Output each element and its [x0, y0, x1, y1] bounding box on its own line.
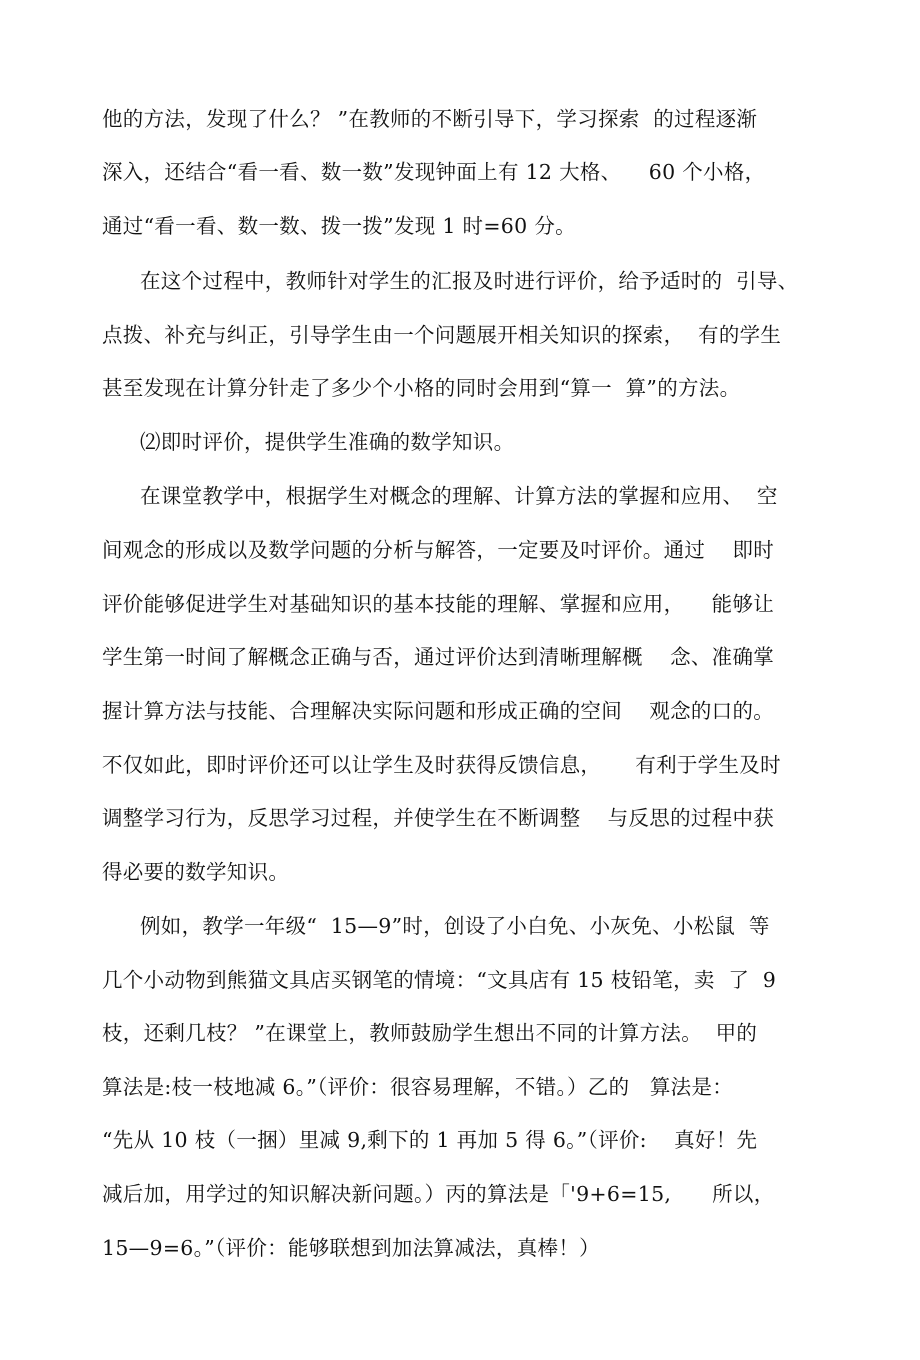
- text-line-13: 不仅如此，即时评价还可以让学生及时获得反馈信息， 有利于学生及时: [102, 753, 781, 777]
- text-line-17: 几个小动物到熊猫文具店买钢笔的情境：“文具店有 15 枝铅笔，卖 了 9: [102, 968, 777, 992]
- text-line-1: 他的方法，发现了什么？ ”在教师的不断引导下，学习探索 的过程逐渐: [102, 107, 758, 131]
- text-line-4: 在这个过程中，教师针对学生的汇报及时进行评价，给予适时的 引导、: [140, 269, 799, 293]
- text-line-2: 深入，还结合“看一看、数一数”发现钟面上有 12 大格、 60 个小格，: [102, 160, 766, 184]
- text-line-20: “先从 10 枝（一捆）里减 9,剩下的 1 再加 5 得 6。”（评价: 真好！先: [102, 1128, 758, 1152]
- text-line-6: 甚至发现在计算分针走了多少个小格的同时会用到“算一 算”的方法。: [102, 376, 741, 400]
- text-line-5: 点拨、补充与纠正，引导学生由一个问题展开相关知识的探索， 有的学生: [102, 323, 782, 347]
- text-line-10: 评价能够促进学生对基础知识的基本技能的理解、掌握和应用， 能够让: [102, 592, 775, 616]
- text-line-19: 算法是:枝一枝地减 6。”（评价：很容易理解，不错。）乙的 算法是：: [102, 1075, 734, 1099]
- text-line-3: 通过“看一看、数一数、拨一拨”发现 1 时=60 分。: [102, 214, 576, 238]
- text-line-16: 例如，教学一年级“ 15—9”时，创设了小白免、小灰免、小松鼠 等: [140, 914, 770, 938]
- text-line-14: 调整学习行为，反思学习过程，并使学生在不断调整 与反思的过程中获: [102, 806, 775, 830]
- text-line-18: 枝，还剩几枝？ ”在课堂上，教师鼓励学生想出不同的计算方法。 甲的: [102, 1021, 758, 1045]
- text-line-22: 15—9=6。”（评价：能够联想到加法算减法，真棒！）: [102, 1236, 600, 1260]
- text-line-12: 握计算方法与技能、合理解决实际问题和形成正确的空间 观念的口的。: [102, 699, 775, 723]
- text-line-9: 间观念的形成以及数学问题的分析与解答，一定要及吋评价。通过 即时: [102, 538, 775, 562]
- text-line-21: 减后加，用学过的知识解决新问题。）丙的算法是「'9+6=15, 所以，: [102, 1182, 775, 1206]
- text-line-8: 在课堂教学中，根据学生对概念的理解、计算方法的掌握和应用、 空: [140, 484, 778, 508]
- text-line-11: 学生第一时间了解概念正确与否，通过评价达到清晰理解概 念、准确掌: [102, 645, 775, 669]
- text-line-15: 得必要的数学知识。: [102, 860, 290, 884]
- section-heading: ⑵即时评价，提供学生准确的数学知识。: [140, 430, 515, 454]
